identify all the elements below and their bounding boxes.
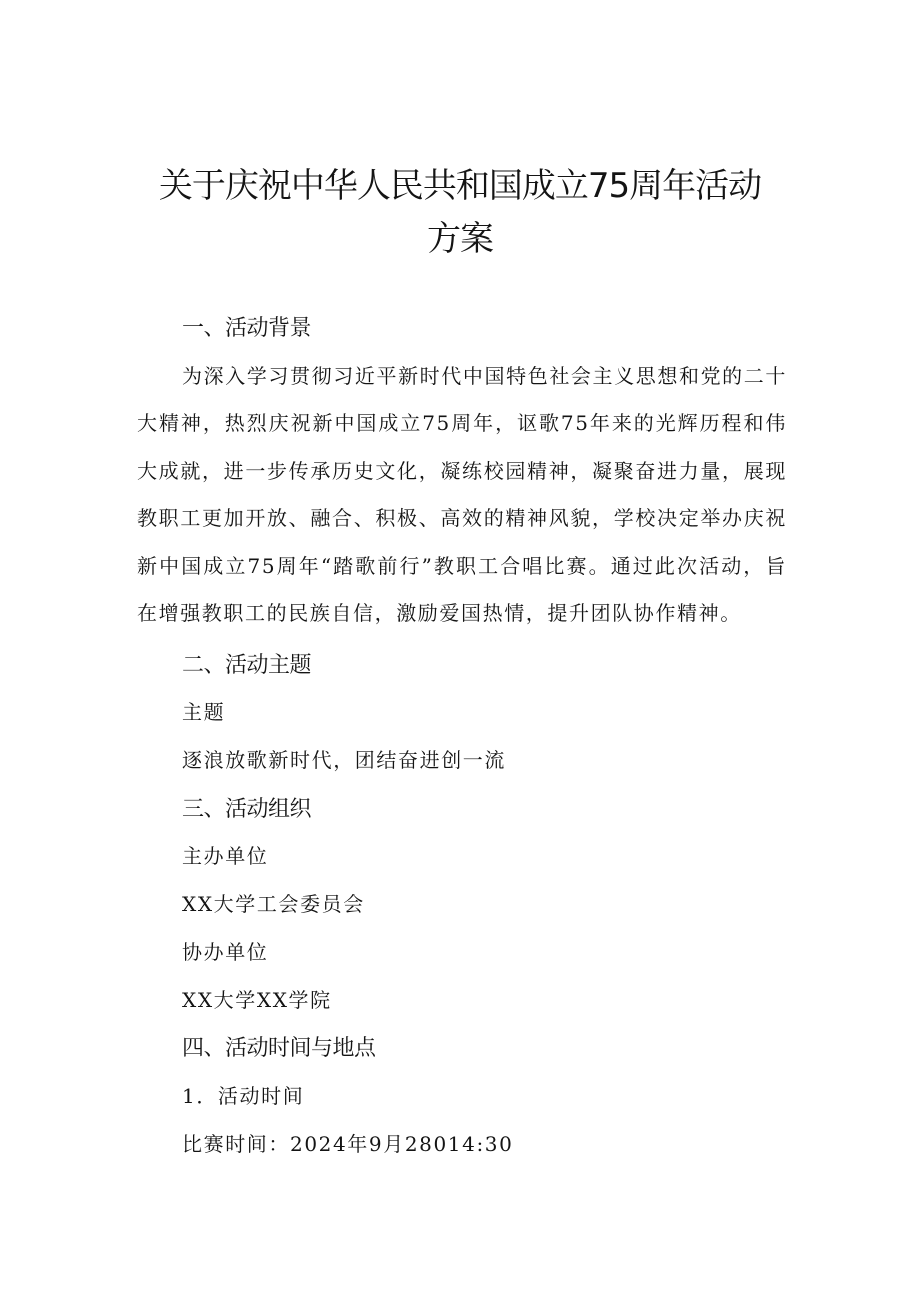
theme-label: 主题 — [182, 700, 226, 724]
time-item-label: 1．活动时间 — [182, 1084, 305, 1108]
co-host-unit-label: 协办单位 — [182, 940, 269, 964]
section-heading-time-place: 四、活动时间与地点 — [182, 1036, 376, 1061]
theme-value: 逐浪放歌新时代，团结奋进创一流 — [182, 748, 506, 772]
host-unit-label: 主办单位 — [182, 844, 269, 868]
section-heading-theme: 二、活动主题 — [182, 653, 312, 678]
match-time: 比赛时间：2024年9月28014:30 — [182, 1132, 514, 1156]
document-title-line-1: 关于庆祝中华人民共和国成立75周年活动 — [158, 166, 762, 206]
host-unit-value: XX大学工会委员会 — [182, 892, 365, 916]
section-heading-background: 一、活动背景 — [182, 316, 312, 341]
background-paragraph: 为深入学习贯彻习近平新时代中国特色社会主义思想和党的二十大精神，热烈庆祝新中国成立75周年，讴歌75年来的光辉历程和伟大成就，进一步传承历史文化，凝练校园精神，凝聚奋进力量，展现教职工更加开放、融合、积极、高效的精神风貌，学校决定举办庆祝新中国成立75周年“踏歌前行”教职工合唱比赛。通过此次活动，旨在增强教职工的民族自信，激励爱国热情，提升团队协作精神。 — [137, 364, 787, 626]
section-heading-organization: 三、活动组织 — [182, 797, 312, 822]
co-host-unit-value: XX大学XX学院 — [182, 988, 332, 1012]
document-title-line-2: 方案 — [427, 219, 493, 259]
